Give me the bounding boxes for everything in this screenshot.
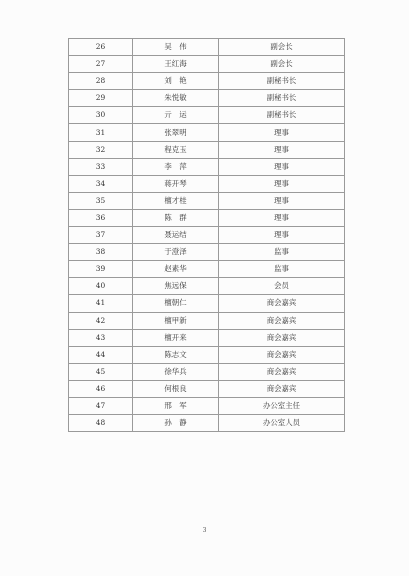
member-role-cell: 理事 — [219, 209, 345, 226]
member-role-cell: 商会嘉宾 — [219, 363, 345, 380]
member-role-cell: 副会长 — [219, 39, 345, 56]
member-role-cell: 商会嘉宾 — [219, 329, 345, 346]
member-role-cell: 商会嘉宾 — [219, 312, 345, 329]
member-name-cell: 檀才桂 — [133, 192, 219, 209]
table-row — [69, 244, 345, 261]
table-row — [69, 380, 345, 397]
row-number-cell: 36 — [69, 209, 133, 226]
row-number-cell: 27 — [69, 56, 133, 73]
row-number-cell: 28 — [69, 73, 133, 90]
row-number-cell: 33 — [69, 158, 133, 175]
row-number-cell: 34 — [69, 175, 133, 192]
member-role-cell: 商会嘉宾 — [219, 380, 345, 397]
table-row — [69, 415, 345, 432]
row-number-cell: 44 — [69, 346, 133, 363]
row-number-cell: 45 — [69, 363, 133, 380]
table-row — [69, 175, 345, 192]
row-number-cell: 39 — [69, 261, 133, 278]
member-role-cell: 副秘书长 — [219, 73, 345, 90]
row-number-cell: 31 — [69, 124, 133, 141]
member-name-cell: 檀开来 — [133, 329, 219, 346]
row-number-cell: 35 — [69, 192, 133, 209]
row-number-cell: 48 — [69, 415, 133, 432]
member-role-cell: 会员 — [219, 278, 345, 295]
row-number-cell: 40 — [69, 278, 133, 295]
member-roster-table — [68, 38, 345, 432]
table-row — [69, 90, 345, 107]
row-number-cell: 29 — [69, 90, 133, 107]
member-role-cell: 理事 — [219, 141, 345, 158]
table-row — [69, 278, 345, 295]
table-row — [69, 312, 345, 329]
member-name-cell: 王红海 — [133, 56, 219, 73]
member-name-cell: 蒋开琴 — [133, 175, 219, 192]
row-number-cell: 30 — [69, 107, 133, 124]
member-name-cell: 檀甲新 — [133, 312, 219, 329]
member-name-cell: 于澄泽 — [133, 244, 219, 261]
row-number-cell: 46 — [69, 380, 133, 397]
table-row — [69, 329, 345, 346]
member-name-cell: 聂运结 — [133, 227, 219, 244]
table-row — [69, 363, 345, 380]
table-row — [69, 397, 345, 414]
table-row — [69, 295, 345, 312]
member-name-cell: 陈志文 — [133, 346, 219, 363]
row-number-cell: 37 — [69, 227, 133, 244]
member-name-cell: 徐华兵 — [133, 363, 219, 380]
table-row — [69, 261, 345, 278]
table-row — [69, 346, 345, 363]
table-row — [69, 209, 345, 226]
member-role-cell: 商会嘉宾 — [219, 346, 345, 363]
table-row — [69, 124, 345, 141]
member-name-cell: 焦远保 — [133, 278, 219, 295]
row-number-cell: 42 — [69, 312, 133, 329]
page-number: 3 — [202, 527, 207, 534]
row-number-cell: 38 — [69, 244, 133, 261]
member-name-cell: 檀朝仁 — [133, 295, 219, 312]
row-number-cell: 47 — [69, 397, 133, 414]
member-name-cell: 张翠明 — [133, 124, 219, 141]
member-role-cell: 监事 — [219, 244, 345, 261]
table-row — [69, 56, 345, 73]
member-role-cell: 理事 — [219, 175, 345, 192]
member-role-cell: 理事 — [219, 192, 345, 209]
member-role-cell: 副秘书长 — [219, 107, 345, 124]
table-row — [69, 39, 345, 56]
member-role-cell: 办公室主任 — [219, 397, 345, 414]
roster-body — [69, 39, 345, 432]
member-name-cell: 程克玉 — [133, 141, 219, 158]
member-role-cell: 商会嘉宾 — [219, 295, 345, 312]
member-role-cell: 副秘书长 — [219, 90, 345, 107]
table-row — [69, 158, 345, 175]
member-name-cell: 吴 伟 — [133, 39, 219, 56]
table-row — [69, 73, 345, 90]
member-name-cell: 何根良 — [133, 380, 219, 397]
table-row — [69, 141, 345, 158]
member-name-cell: 陈 群 — [133, 209, 219, 226]
member-name-cell: 李 萍 — [133, 158, 219, 175]
table-row — [69, 107, 345, 124]
member-role-cell: 理事 — [219, 158, 345, 175]
row-number-cell: 32 — [69, 141, 133, 158]
row-number-cell: 43 — [69, 329, 133, 346]
member-name-cell: 亓 运 — [133, 107, 219, 124]
member-role-cell: 理事 — [219, 227, 345, 244]
member-name-cell: 邢 军 — [133, 397, 219, 414]
member-name-cell: 赵素华 — [133, 261, 219, 278]
member-name-cell: 刘 艳 — [133, 73, 219, 90]
member-name-cell: 朱悦敏 — [133, 90, 219, 107]
table-row — [69, 192, 345, 209]
member-role-cell: 副会长 — [219, 56, 345, 73]
table-row — [69, 227, 345, 244]
row-number-cell: 41 — [69, 295, 133, 312]
member-role-cell: 理事 — [219, 124, 345, 141]
member-name-cell: 孙 静 — [133, 415, 219, 432]
member-role-cell: 办公室人员 — [219, 415, 345, 432]
row-number-cell: 26 — [69, 39, 133, 56]
member-role-cell: 监事 — [219, 261, 345, 278]
